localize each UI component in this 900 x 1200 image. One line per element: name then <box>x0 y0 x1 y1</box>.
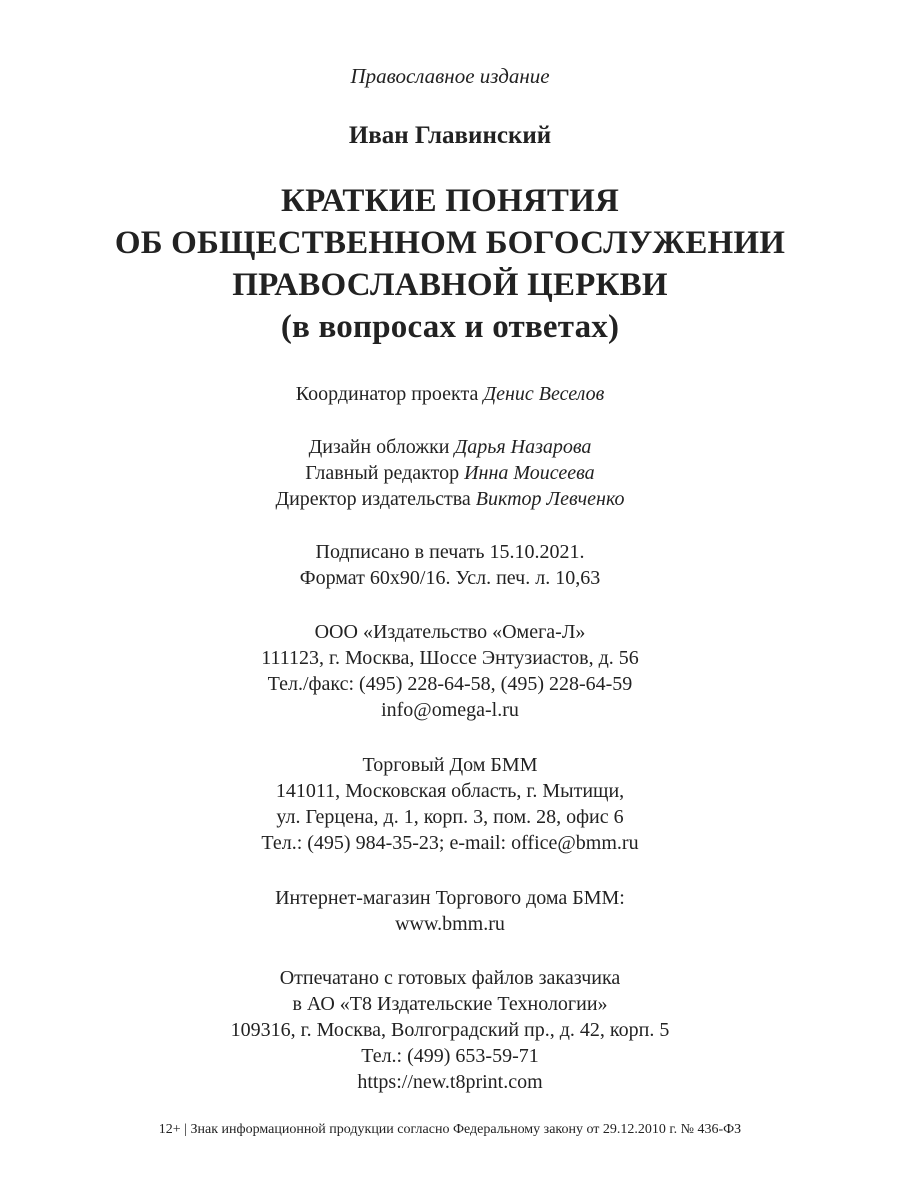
credit-role: Дизайн обложки <box>308 436 450 458</box>
printer-info <box>0 965 900 1095</box>
credit-role: Директор издательства <box>275 488 471 510</box>
online-store-url: www.bmm.ru <box>395 913 505 935</box>
book-title <box>0 180 900 348</box>
publisher-email: info@omega-l.ru <box>381 699 519 721</box>
printer-address: 109316, г. Москва, Волгоградский пр., д. 42, корп. 5 <box>230 1019 670 1041</box>
age-rating-note: 12+ | Знак информационной продукции согласно Федеральному закону от 29.12.2010 г. № 436-ФЗ <box>158 1122 742 1137</box>
title-line: ОБ ОБЩЕСТВЕННОМ БОГОСЛУЖЕНИИ <box>114 225 786 261</box>
printer-url: https://new.t8print.com <box>357 1071 543 1093</box>
title-subtitle: (в вопросах и ответах) <box>280 309 620 345</box>
trade-house-address: 141011, Московская область, г. Мытищи, <box>275 780 625 802</box>
trade-house-name: Торговый Дом БММ <box>362 754 538 776</box>
edition-label: Православное издание <box>350 64 550 88</box>
publisher-address: 111123, г. Москва, Шоссе Энтузиастов, д. 56 <box>261 647 639 669</box>
print-info-line: Формат 60х90/16. Усл. печ. л. 10,63 <box>299 567 601 589</box>
publisher-info <box>0 619 900 723</box>
credit-name: Денис Веселов <box>483 383 605 405</box>
online-store-info <box>0 885 900 937</box>
printer-name: в АО «Т8 Издательские Технологии» <box>292 993 608 1015</box>
printer-line: Отпечатано с готовых файлов заказчика <box>279 967 621 989</box>
trade-house-contacts: Тел.: (495) 984-35-23; e-mail: office@bmm.ru <box>261 832 639 854</box>
staff-credits <box>0 434 900 512</box>
print-info <box>0 539 900 591</box>
credit-line <box>0 434 900 460</box>
trade-house-info <box>0 752 900 856</box>
coordinator-credit <box>0 381 900 407</box>
credit-name: Дарья Назарова <box>454 436 592 458</box>
credit-name: Инна Моисеева <box>464 462 595 484</box>
print-info-line: Подписано в печать 15.10.2021. <box>315 541 585 563</box>
trade-house-address: ул. Герцена, д. 1, корп. 3, пом. 28, офис 6 <box>276 806 624 828</box>
credit-role: Координатор проекта <box>295 383 479 405</box>
publisher-phone: Тел./факс: (495) 228-64-58, (495) 228-64-59 <box>267 673 633 695</box>
online-store-label: Интернет-магазин Торгового дома БММ: <box>275 887 625 909</box>
printer-phone: Тел.: (499) 653-59-71 <box>361 1045 539 1067</box>
author-name: Иван Главинский <box>348 122 552 149</box>
title-line: ПРАВОСЛАВНОЙ ЦЕРКВИ <box>232 267 668 303</box>
credit-line <box>0 486 900 512</box>
credit-line <box>0 381 900 407</box>
credit-line <box>0 460 900 486</box>
credit-role: Главный редактор <box>305 462 460 484</box>
publisher-name: ООО «Издательство «Омега-Л» <box>314 621 586 643</box>
credit-name: Виктор Левченко <box>475 488 625 510</box>
title-line: КРАТКИЕ ПОНЯТИЯ <box>280 183 619 219</box>
